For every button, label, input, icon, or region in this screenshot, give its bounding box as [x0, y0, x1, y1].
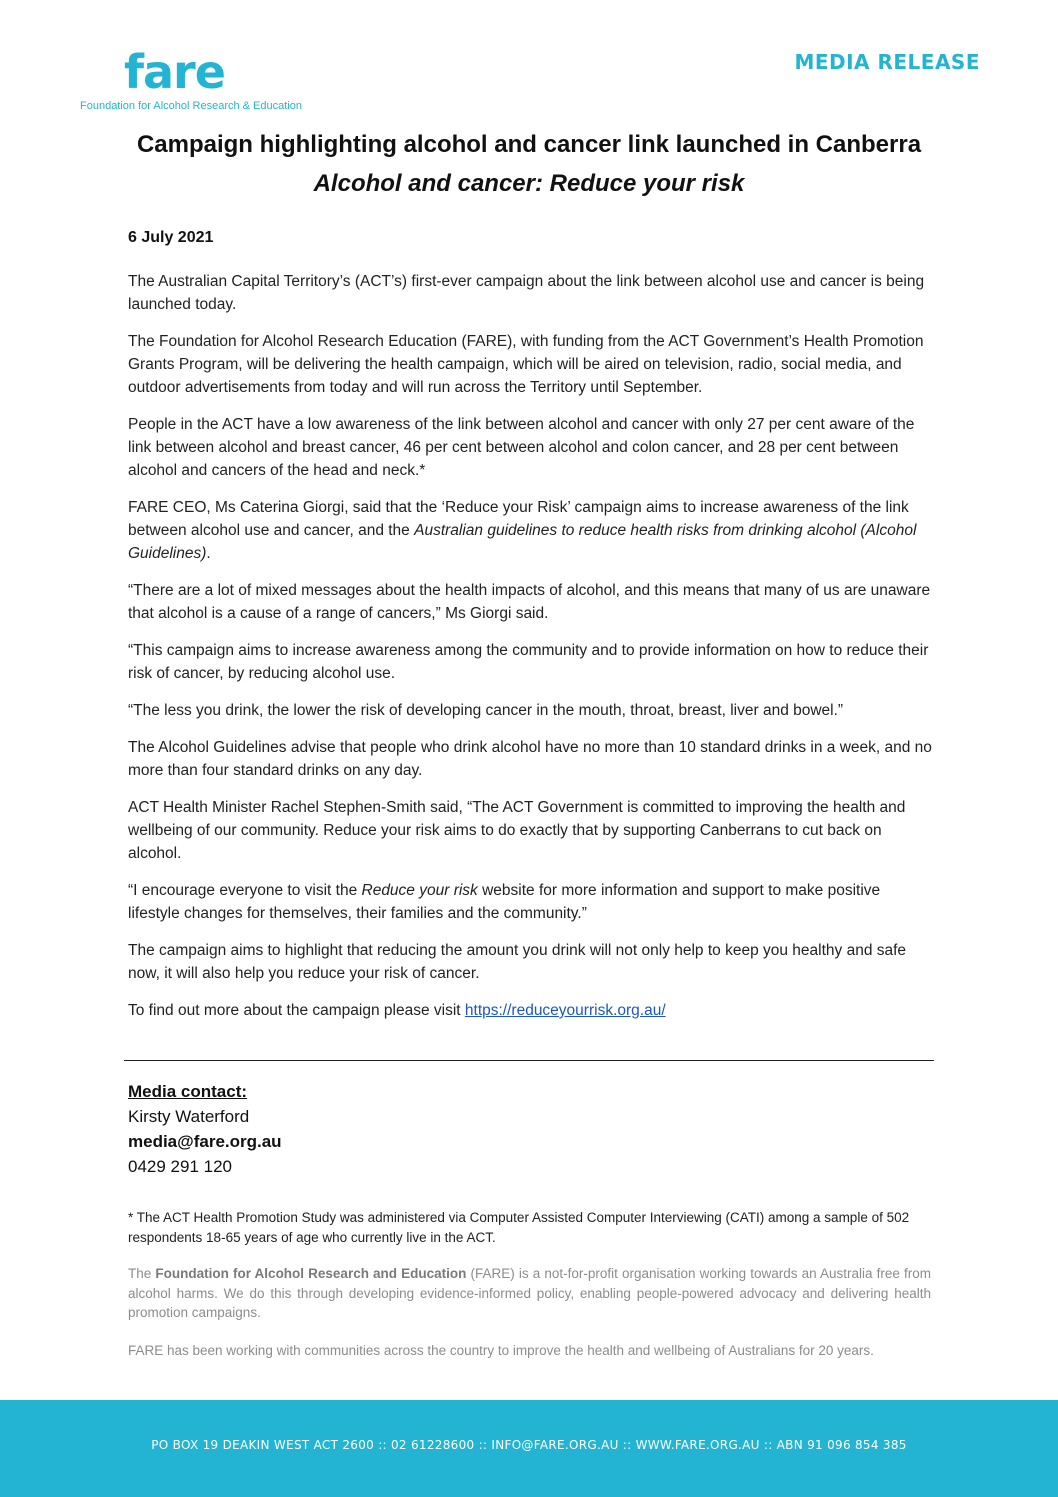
footer-bar: [0, 1400, 1058, 1497]
paragraph-text: “I encourage everyone to visit the: [128, 882, 362, 899]
org-name: Foundation for Alcohol Research and Education: [155, 1266, 467, 1281]
paragraph: “The less you drink, the lower the risk of developing cancer in the mouth, throat, breast, liver and bowel.”: [128, 702, 844, 719]
paragraph: [128, 879, 933, 925]
contact-email[interactable]: media@fare.org.au: [128, 1132, 282, 1151]
page-title: Campaign highlighting alcohol and cancer link launched in Canberra: [136, 131, 922, 158]
paragraph-text: To find out more about the campaign please visit: [128, 1002, 465, 1019]
logo-tagline: Foundation for Alcohol Research & Education: [80, 100, 302, 112]
media-contact-heading: Media contact:: [128, 1082, 248, 1101]
paragraph-text: website for more information and support to make positive lifestyle changes for themselves, their families and the community.”: [128, 882, 881, 922]
paragraph: [128, 496, 933, 565]
logo-wordmark: fare: [124, 45, 225, 99]
release-date: 6 July 2021: [128, 229, 214, 246]
paragraph: “This campaign aims to increase awareness among the community and to provide information on how to reduce their risk of cancer, by reducing alcohol use.: [128, 642, 929, 682]
media-release-label: MEDIA RELEASE: [794, 50, 980, 74]
contact-phone: 0429 291 120: [128, 1157, 232, 1176]
paragraph: People in the ACT have a low awareness of the link between alcohol and cancer with only 27 per cent aware of the link between alcohol and breast cancer, 46 per cent between alcohol and colon cancer, and 28 per cent between alcohol and cancers of the head and neck.*: [128, 416, 915, 479]
about-text: (FARE) is a not-for-profit organisation working towards an Australia free from alcohol harms. We do this through developing evidence-informed policy, enabling people-powered advocacy and delivering health promotion campaigns.: [128, 1266, 932, 1320]
about-text: The: [128, 1266, 156, 1281]
paragraph: [128, 999, 933, 1022]
footer-contact-details: PO BOX 19 DEAKIN WEST ACT 2600 :: 02 61228600 :: INFO@FARE.ORG.AU :: WWW.FARE.ORG.AU :: ABN 91 096 854 385: [151, 1438, 907, 1452]
paragraph: The campaign aims to highlight that reducing the amount you drink will not only help to keep you healthy and safe now, it will also help you reduce your risk of cancer.: [128, 942, 907, 982]
paragraph-text: FARE CEO, Ms Caterina Giorgi, said that the ‘Reduce your Risk’ campaign aims to increase awareness of the link between alcohol use and cancer, and the: [128, 499, 909, 539]
media-contact: [128, 1079, 282, 1179]
about-fare: [128, 1264, 931, 1323]
paragraph: “There are a lot of mixed messages about the health impacts of alcohol, and this means that many of us are unaware that alcohol is a cause of a range of cancers,” Ms Giorgi said.: [128, 582, 931, 622]
paragraph: The Alcohol Guidelines advise that people who drink alcohol have no more than 10 standard drinks in a week, and no more than four standard drinks on any day.: [128, 739, 932, 779]
fare-logo: [80, 45, 320, 118]
release-body: [128, 270, 933, 1036]
guidelines-title: Australian guidelines to reduce health risks from drinking alcohol (Alcohol Guidelines): [128, 522, 917, 562]
about-anniversary: FARE has been working with communities across the country to improve the health and wellbeing of Australians for 20 years.: [128, 1343, 874, 1358]
page-subtitle: Alcohol and cancer: Reduce your risk: [313, 170, 745, 197]
paragraph: The Foundation for Alcohol Research Education (FARE), with funding from the ACT Government’s Health Promotion Grants Program, will be delivering the health campaign, which will be aired on television, radio, social media, and outdoor advertisements from today and will run across the Territory until September.: [128, 333, 924, 396]
footnote: * The ACT Health Promotion Study was administered via Computer Assisted Computer Interviewing (CATI) among a sample of 502 respondents 18-65 years of age who currently live in the ACT.: [128, 1210, 910, 1245]
paragraph-text: .: [206, 545, 211, 562]
paragraph: The Australian Capital Territory’s (ACT’s) first-ever campaign about the link between alcohol use and cancer is being launched today.: [128, 273, 925, 313]
website-name: Reduce your risk: [361, 882, 478, 899]
paragraph: ACT Health Minister Rachel Stephen-Smith said, “The ACT Government is committed to improving the health and wellbeing of our community. Reduce your risk aims to do exactly that by supporting Canberrans to cut back on alcohol.: [128, 799, 906, 862]
campaign-link[interactable]: https://reduceyourrisk.org.au/: [464, 1002, 666, 1019]
contact-name: Kirsty Waterford: [128, 1107, 250, 1126]
section-divider: [124, 1060, 934, 1061]
